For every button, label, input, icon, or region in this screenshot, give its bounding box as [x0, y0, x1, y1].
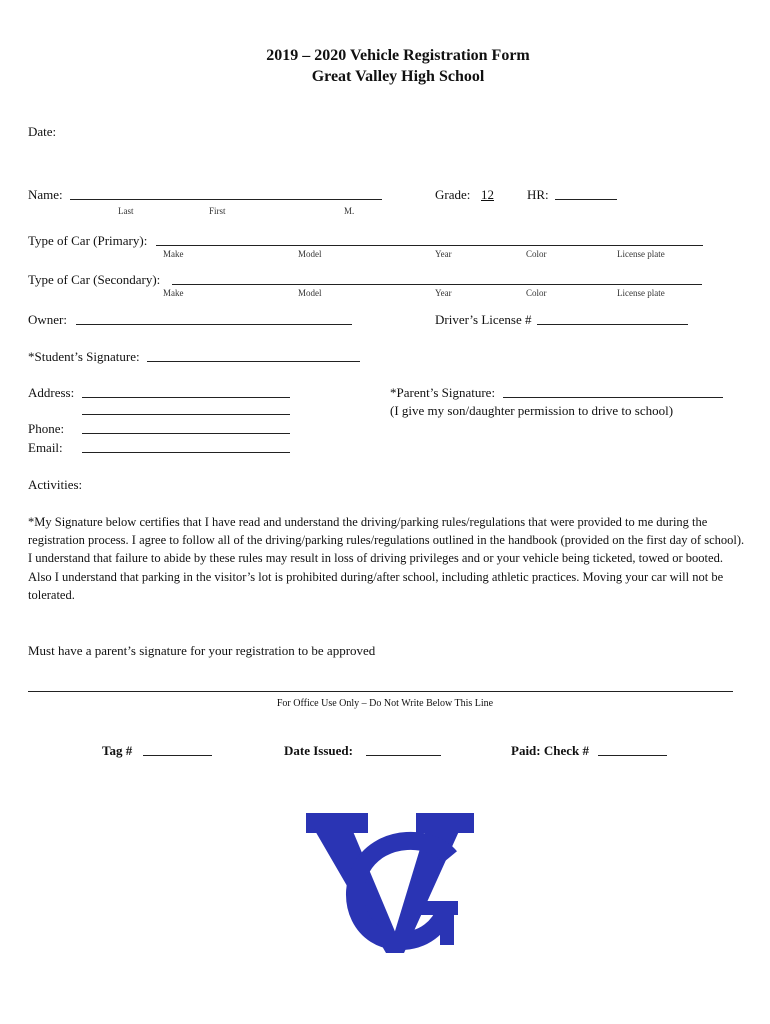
parent-signature-label: *Parent’s Signature: [390, 385, 496, 400]
hr-line[interactable] [555, 199, 617, 200]
car-secondary-plate: License plate [617, 288, 665, 298]
tag-line[interactable] [143, 755, 212, 756]
phone-label: Phone: [28, 421, 65, 436]
car-secondary-make: Make [163, 288, 184, 298]
name-line[interactable] [70, 199, 382, 200]
car-primary-plate: License plate [617, 249, 665, 259]
school-name: Great Valley High School [311, 68, 485, 85]
owner-label: Owner: [28, 312, 67, 327]
address-label: Address: [28, 385, 75, 400]
drivers-license-label: Driver’s License # [435, 312, 532, 327]
car-secondary-label: Type of Car (Secondary): [28, 272, 161, 287]
name-middle-caption: M. [344, 206, 355, 216]
parent-signature-line[interactable] [503, 397, 723, 398]
name-first-caption: First [209, 206, 226, 216]
car-primary-make: Make [163, 249, 184, 259]
date-issued-label: Date Issued: [284, 743, 353, 758]
date-label: Date: [28, 124, 57, 139]
address-line-1[interactable] [82, 397, 290, 398]
certification-paragraph: *My Signature below certifies that I have read and understand the driving/parking rules/regulations that were provided to me during the registration process. I agree to follow all of the driving/parking rules/regulations outlined in the handbook (provided on the first day of school). I understand that failure to abide by these rules may result in loss of driving privileges and or your vehicle being ticketed, towed or booted. Also I understand that parking in the visitor’s lot is prohibited during/after school, including athletic practices. Moving your car will not be tolerated. [28, 515, 745, 602]
date-issued-line[interactable] [366, 755, 441, 756]
email-label: Email: [28, 440, 63, 455]
student-signature-label: *Student’s Signature: [28, 349, 140, 364]
car-secondary-model: Model [298, 288, 322, 298]
car-secondary-line[interactable] [172, 284, 702, 285]
phone-line[interactable] [82, 433, 290, 434]
drivers-license-line[interactable] [537, 324, 688, 325]
car-primary-year: Year [435, 249, 452, 259]
vg-monogram-icon [300, 805, 480, 965]
office-divider [28, 691, 733, 692]
grade-value: 12 [481, 187, 494, 202]
car-primary-model: Model [298, 249, 322, 259]
address-line-2[interactable] [82, 414, 290, 415]
parent-required-note: Must have a parent’s signature for your registration to be approved [28, 643, 376, 658]
name-last-caption: Last [118, 206, 134, 216]
car-primary-line[interactable] [156, 245, 703, 246]
paid-check-label: Paid: Check # [511, 743, 589, 758]
tag-label: Tag # [102, 743, 133, 758]
office-use-note: For Office Use Only – Do Not Write Below This Line [276, 698, 494, 709]
school-logo [300, 805, 480, 965]
activities-label: Activities: [28, 477, 83, 492]
student-signature-line[interactable] [147, 361, 360, 362]
grade-label: Grade: [435, 187, 471, 202]
paid-check-line[interactable] [598, 755, 667, 756]
car-primary-label: Type of Car (Primary): [28, 233, 148, 248]
name-label: Name: [28, 187, 63, 202]
car-secondary-color: Color [526, 288, 547, 298]
car-secondary-year: Year [435, 288, 452, 298]
form-title: 2019 – 2020 Vehicle Registration Form [266, 47, 530, 64]
email-line[interactable] [82, 452, 290, 453]
car-primary-color: Color [526, 249, 547, 259]
owner-line[interactable] [76, 324, 352, 325]
parent-permission-note: (I give my son/daughter permission to drive to school) [390, 403, 674, 418]
hr-label: HR: [527, 187, 549, 202]
